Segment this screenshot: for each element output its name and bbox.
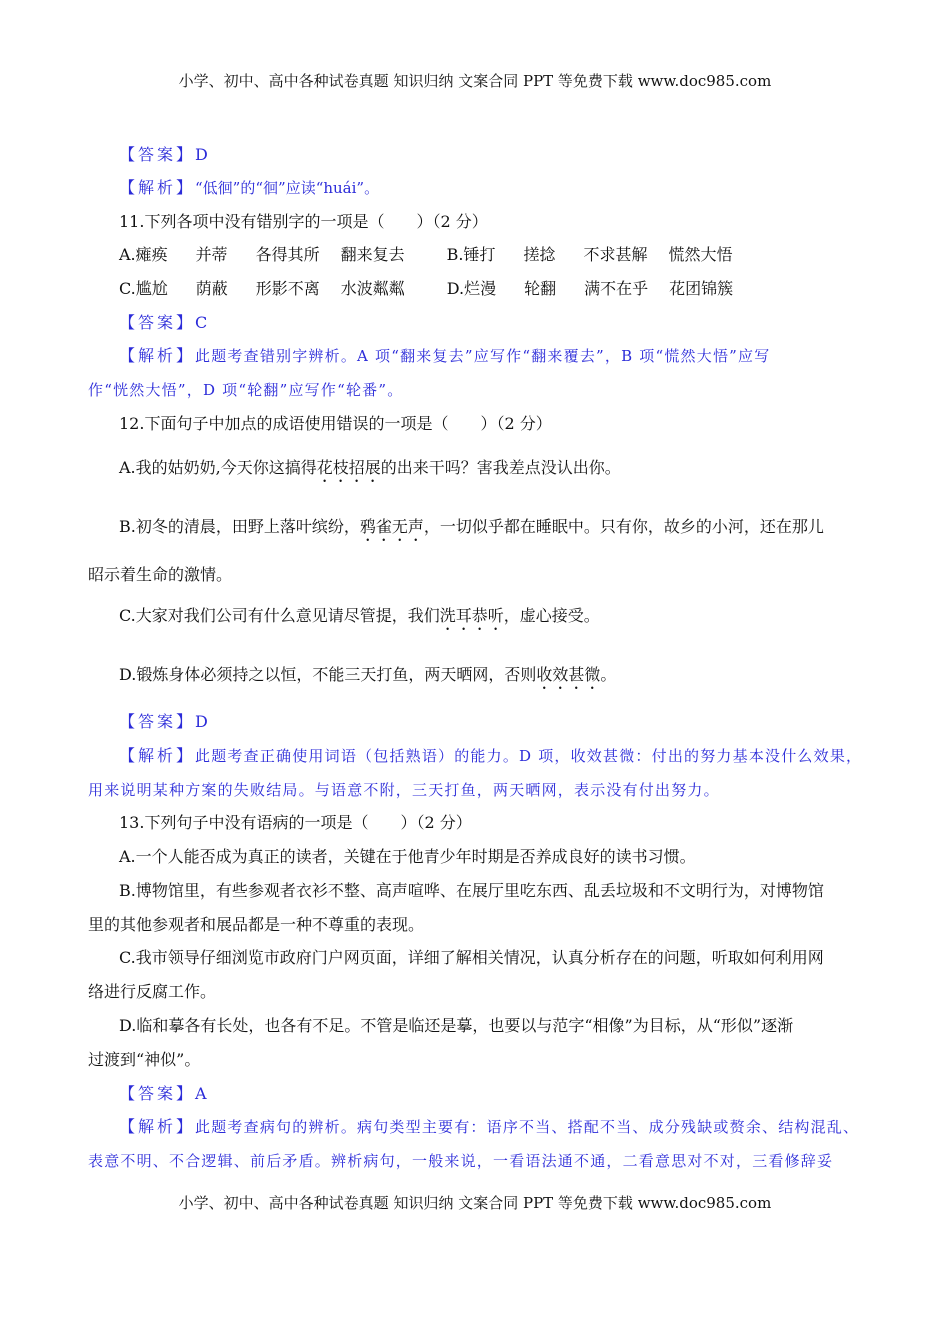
dotted-idiom: 洗耳恭听 — [439, 606, 504, 625]
option-text: 。 — [600, 665, 617, 684]
q13-stem: 13.下列句子中没有语病的一项是（ ）（2 分） — [119, 813, 472, 832]
word: 尴尬 — [135, 279, 168, 298]
analysis-text: 此题考查正确使用词语（包括熟语）的能力。D 项，收效甚微：付出的努力基本没什么效果， — [195, 747, 863, 765]
analysis-label: 【解析】 — [119, 346, 196, 365]
analysis-text: 此题考查错别字辨析。A 项“翻来复去”应写作“翻来覆去”，B 项“慌然大悟”应写 — [195, 347, 771, 365]
analysis-text: 作“恍然大悟”，D 项“轮翻”应写作“轮番”。 — [88, 381, 404, 399]
q12-option-b — [119, 517, 824, 545]
word: 烂漫 — [464, 279, 497, 298]
option-text: ，一切似乎都在睡眠中。只有你，故乡的小河，还在那儿 — [423, 517, 824, 536]
q11-stem: 11.下列各项中没有错别字的一项是（ ）（2 分） — [119, 212, 488, 231]
q12-analysis-cont — [88, 780, 720, 800]
q13-option-c-cont: 络进行反腐工作。 — [88, 982, 217, 1001]
analysis-text: “低徊”的“徊”应读“huái”。 — [195, 179, 380, 197]
word: 并蒂 — [195, 245, 228, 264]
option-a-label: A. — [119, 245, 136, 264]
option-text: C.大家对我们公司有什么意见请尽管提，我们 — [119, 606, 440, 625]
q10-analysis — [119, 178, 379, 198]
analysis-label: 【解析】 — [119, 1117, 196, 1136]
q12-option-c — [119, 606, 600, 634]
option-d-label: D. — [446, 279, 465, 298]
word: 花团锦簇 — [669, 279, 734, 298]
q13-analysis — [119, 1117, 859, 1137]
word: 锤打 — [463, 245, 496, 264]
q13-analysis-cont — [88, 1151, 833, 1171]
dotted-idiom: 鸦雀无声 — [359, 517, 424, 536]
word: 各得其所 — [255, 245, 320, 264]
dotted-idiom: 花枝招展 — [316, 458, 381, 477]
answer-value: D — [195, 145, 208, 164]
dotted-idiom: 收效甚微 — [536, 665, 601, 684]
option-text: 的出来干吗？害我差点没认出你。 — [380, 458, 621, 477]
answer-label: 【答案】 — [119, 145, 196, 164]
word: 形影不离 — [255, 279, 320, 298]
q12-stem: 12.下面句子中加点的成语使用错误的一项是（ ）（2 分） — [119, 414, 552, 433]
q12-option-b-cont: 昭示着生命的激情。 — [88, 565, 233, 584]
option-b-label: B. — [446, 245, 464, 264]
q12-option-a — [119, 458, 621, 486]
word: 荫蔽 — [195, 279, 228, 298]
answer-label: 【答案】 — [119, 313, 196, 332]
word: 不求甚解 — [583, 245, 648, 264]
answer-value: D — [195, 712, 208, 731]
word: 瘫痪 — [135, 245, 168, 264]
page-header: 小学、初中、高中各种试卷真题 知识归纳 文案合同 PPT 等免费下载 www.doc985.com — [178, 72, 772, 90]
q12-option-d — [119, 665, 616, 693]
option-text: A.我的姑奶奶,今天你这搞得 — [119, 458, 317, 477]
analysis-text: 表意不明、不合逻辑、前后矛盾。辨析病句，一般来说，一看语法通不通，二看意思对不对，三看修辞妥 — [88, 1152, 834, 1170]
q11-options-cd — [119, 279, 733, 299]
answer-label: 【答案】 — [119, 1084, 196, 1103]
q13-option-b: B.博物馆里，有些参观者衣衫不整、高声喧哗、在展厅里吃东西、乱丢垃圾和不文明行为，对博物馆 — [119, 881, 824, 900]
q13-option-a: A.一个人能否成为真正的读者，关键在于他青少年时期是否养成良好的读书习惯。 — [119, 847, 696, 866]
q13-option-d-cont: 过渡到“神似”。 — [88, 1050, 201, 1069]
q13-option-c: C.我市领导仔细浏览市政府门户网页面，详细了解相关情况，认真分析存在的问题，听取如何利用网 — [119, 948, 824, 967]
word: 轮翻 — [524, 279, 557, 298]
word: 满不在乎 — [584, 279, 649, 298]
q10-answer — [119, 145, 208, 165]
option-text: B.初冬的清晨，田野上落叶缤纷， — [119, 517, 360, 536]
word: 翻来复去 — [340, 245, 405, 264]
q13-answer — [119, 1084, 207, 1104]
analysis-text: 此题考查病句的辨析。病句类型主要有：语序不当、搭配不当、成分残缺或赘余、结构混乱、 — [195, 1118, 860, 1136]
analysis-text: 用来说明某种方案的失败结局。与语意不附，三天打鱼，两天晒网，表示没有付出努力。 — [88, 781, 720, 799]
answer-label: 【答案】 — [119, 712, 196, 731]
word: 水波粼粼 — [340, 279, 405, 298]
q11-answer — [119, 313, 207, 333]
q11-analysis — [119, 346, 770, 366]
word: 慌然大悟 — [668, 245, 733, 264]
analysis-label: 【解析】 — [119, 746, 196, 765]
q12-answer — [119, 712, 208, 732]
option-text: ，虚心接受。 — [503, 606, 600, 625]
word: 搓捻 — [523, 245, 556, 264]
q13-option-b-cont: 里的其他参观者和展品都是一种不尊重的表现。 — [88, 915, 425, 934]
page-footer: 小学、初中、高中各种试卷真题 知识归纳 文案合同 PPT 等免费下载 www.doc985.com — [178, 1194, 772, 1212]
option-text: D.锻炼身体必须持之以恒，不能三天打鱼，两天晒网，否则 — [119, 665, 537, 684]
answer-value: A — [195, 1084, 207, 1103]
option-c-label: C. — [119, 279, 136, 298]
q12-analysis — [119, 746, 862, 766]
q11-options-ab — [119, 245, 733, 265]
q13-option-d: D.临和摹各有长处，也各有不足。不管是临还是摹，也要以与范字“相像”为目标，从“形似”逐渐 — [119, 1016, 794, 1035]
q11-analysis-cont — [88, 380, 403, 400]
analysis-label: 【解析】 — [119, 178, 196, 197]
answer-value: C — [195, 313, 208, 332]
